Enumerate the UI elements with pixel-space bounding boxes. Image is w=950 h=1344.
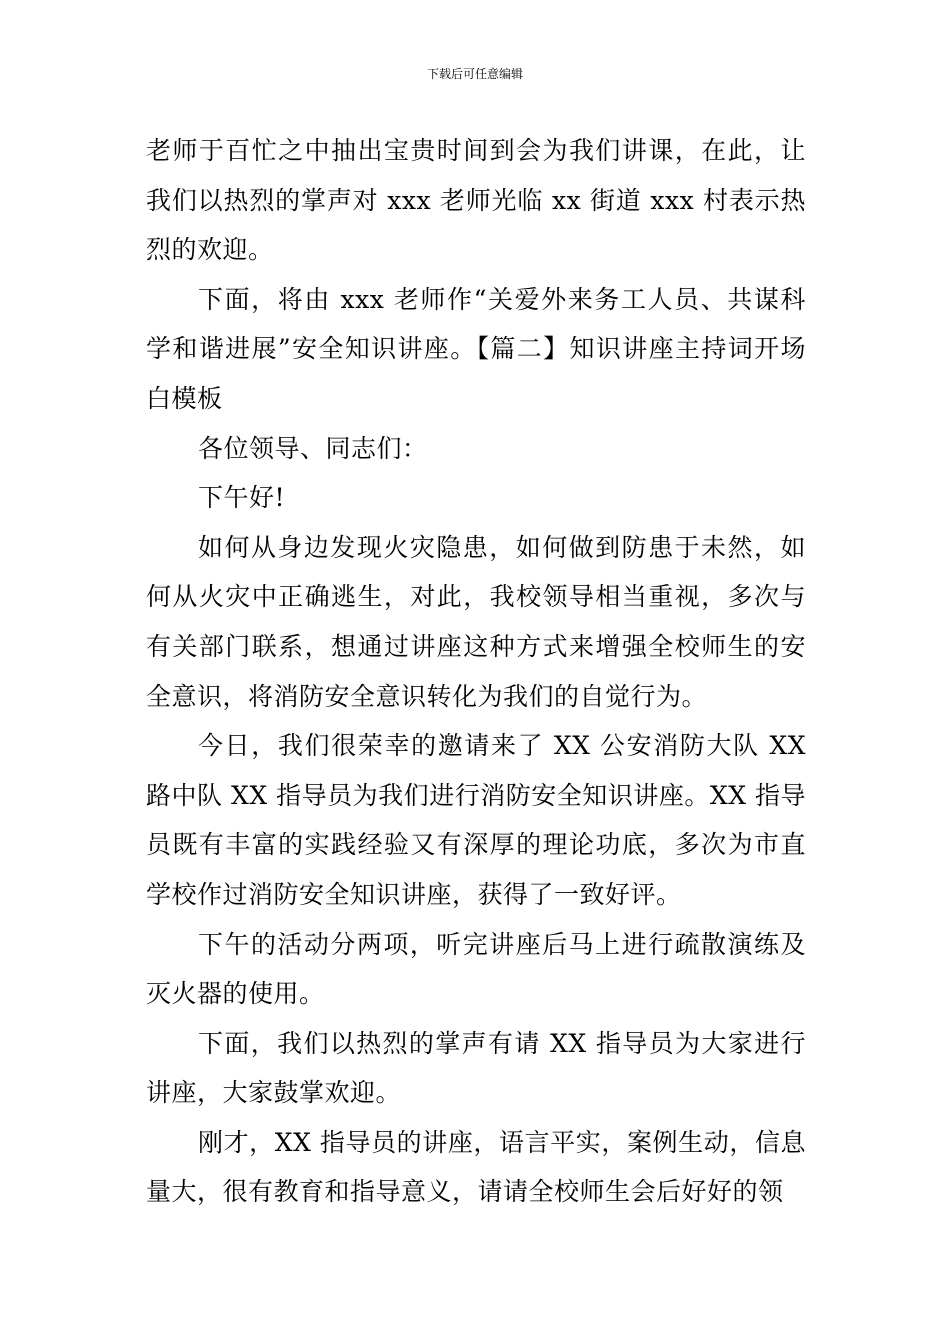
document-body bbox=[146, 126, 806, 1217]
paragraph-7: 下午的活动分两项，听完讲座后马上进行疏散演练及灭火器的使用。 bbox=[146, 929, 806, 1009]
paragraph-2: 下面，将由 xxx 老师作“关爱外来务工人员、共谋科学和谐进展”安全知识讲座。【篇二】知识讲座主持词开场白模板 bbox=[146, 284, 806, 413]
paragraph-5: 如何从身边发现火灾隐患，如何做到防患于未然，如何从火灾中正确逃生，对此，我校领导相当重视，多次与有关部门联系，想通过讲座这种方式来增强全校师生的安全意识，将消防安全意识转化为我们的自觉行为。 bbox=[146, 532, 806, 711]
paragraph-8: 下面，我们以热烈的掌声有请 XX 指导员为大家进行讲座，大家鼓掌欢迎。 bbox=[146, 1028, 806, 1108]
paragraph-9: 刚才，XX 指导员的讲座，语言平实，案例生动，信息量大，很有教育和指导意义，请请全校师生会后好好的领 bbox=[146, 1127, 806, 1207]
paragraph-3: 各位领导、同志们： bbox=[198, 433, 428, 463]
paragraph-4: 下午好! bbox=[198, 483, 286, 513]
page-header: 下载后可任意编辑 bbox=[426, 67, 523, 81]
paragraph-1: 老师于百忙之中抽出宝贵时间到会为我们讲课，在此，让我们以热烈的掌声对 xxx 老师光临 xx 街道 xxx 村表示热烈的欢迎。 bbox=[146, 136, 806, 265]
paragraph-6: 今日，我们很荣幸的邀请来了 XX 公安消防大队 XX 路中队 XX 指导员为我们进行消防安全知识讲座。XX 指导员既有丰富的实践经验又有深厚的理论功底，多次为市直学校作过消防安全知识讲座，获得了一致好评。 bbox=[146, 731, 806, 909]
